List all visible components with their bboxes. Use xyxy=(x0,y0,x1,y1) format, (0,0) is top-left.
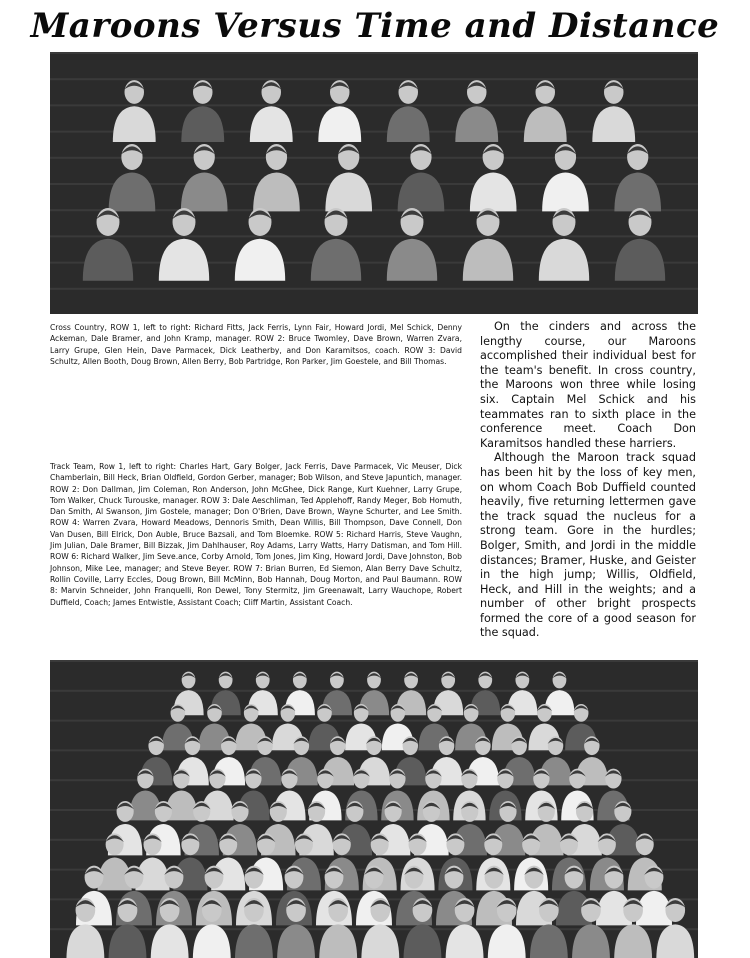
cross-country-caption: Cross Country, ROW 1, left to right: Richard Fitts, Jack Ferris, Lynn Fair, Howard Jordi, Mel Schick, Denny Ackeman, Dale Bramer, and John Kramp, manager. ROW 2: Bruce Twomley, Dave Brown, Warren Zvara, Larry Grupe, Glen Hein, Dave Parmacek, Dick Leatherby, and Don Karamitsos, coach. ROW 3: David Schultz, Allen Booth, Doug Brown, Allen Berry, Bob Partridge, Ron Parker, Jim Goestele, and Bill Thomas. xyxy=(50,323,462,366)
cross-country-team-photo xyxy=(50,52,698,314)
article-paragraph-track: Although the Maroon track squad has been hit by the loss of key men, on whom Coach Bob Duffield counted heavily, five returning lettermen gave the track squad the nucleus for a strong team. Gore in the hurdles; Bolger, Smith, and Jordi in the middle distances; Bramer, Huske, and Geister in the high jump; Willis, Oldfield, Heck, and Hill in the weights; and a number of other bright prospects formed the core of a good season for the squad. xyxy=(480,451,696,640)
article-body xyxy=(480,320,696,641)
page-title: Maroons Versus Time and Distance xyxy=(30,6,720,46)
track-team-caption: Track Team, Row 1, left to right: Charles Hart, Gary Bolger, Jack Ferris, Dave Parmacek, Vic Meuser, Dick Chamberlain, Bill Heck, Brian Oldfield, Gordon Gerber, manager; Bob Wilson, and Steve Japuntich, manager. ROW 2: Don Dallman, Jim Coleman, Ron Anderson, John McGhee, Dick Range, Kurt Kuehner, Larry Grupe, Tom Walker, Chuck Turouske, manager. ROW 3: Dale Aeschliman, Ted Applehoff, Randy Meger, Bob Homuth, Dan Smith, Al Swanson, Jim Gostele, manager; Don O'Brien, Dave Brown, Wayne Schurter, and Lee Smith. ROW 4: Warren Zvara, Howard Meadows, Dennoris Smith, Dean Willis, Bill Thompson, Dave Connell, Don Van Dusen, Bill Elrick, Don Auble, Bruce Bazsali, and Tom Bloemke. ROW 5: Richard Harris, Steve Vaughn, Jim Julian, Dale Bramer, Bill Bizzak, Jim Dahlhauser, Roy Adams, Larry Watts, Harry Datisman, and Tom Hill. ROW 6: Richard Walker, Jim Seve.ance, Corby Arnold, Tom Jones, Jim King, Howard Jordi, Dave Johnston, Bob Johnson, Mike Lee, manager; and Steve Beyer. ROW 7: Brian Burren, Ed Siemon, Alan Berry Dave Schultz, Rollin Coville, Larry Eccles, Doug Brown, Bill McMinn, Bob Hannah, Doug Morton, and Paul Baumann. ROW 8: Marvin Schneider, John Franquelli, Ron Dewel, Tony Stermitz, Jim Greenawalt, Larry Wauchope, Robert Duffield, Coach; James Entwistle, Assistant Coach; Cliff Martin, Assistant Coach. xyxy=(50,462,462,607)
track-team-photo xyxy=(50,660,698,958)
article-paragraph-cross-country: On the cinders and across the lengthy course, our Maroons accomplished their individual best for the team's benefit. In cross country, the Maroons won three while losing six. Captain Mel Schick and his teammates ran to sixth place in the conference meet. Coach Don Karamitsos handled these harriers. xyxy=(480,320,696,450)
